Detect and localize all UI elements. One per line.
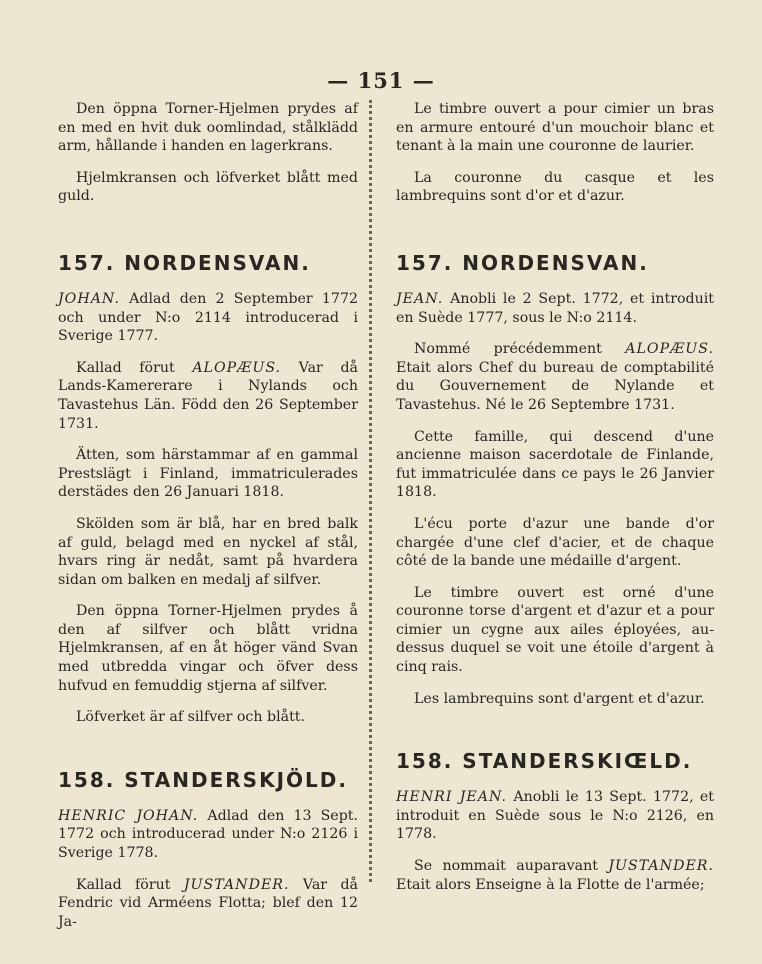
- left-157-paragraph-4: Skölden som är blå, har en bred balk af guld, belagd med en nyckel af stål, hvars ring är nedåt, samt på hvardera sidan om balken en medalj af silfver.: [58, 515, 358, 588]
- right-158-p2-text: Etait alors Enseigne à la Flotte de l'armée;: [396, 876, 705, 893]
- right-157-p2-prefix: Nommé précédemment: [414, 341, 626, 358]
- right-158-intro-text: Anobli le 13 Sept. 1772, et introduit en Suède sous le N:o 2126, en 1778.: [396, 789, 714, 843]
- left-157-former-name: ALOPÆUS.: [192, 359, 282, 376]
- swedish-column: [58, 100, 358, 931]
- left-heading-158: 158. STANDERSKJÖLD.: [58, 767, 348, 792]
- right-heading-157: 157. NORDENSVAN.: [396, 250, 649, 275]
- left-157-name: JOHAN.: [58, 290, 120, 307]
- right-157-intro-text: Anobli le 2 Sept. 1772, et introduit en Suède 1777, sous le N:o 2114.: [396, 290, 714, 326]
- right-top-paragraph-1: Le timbre ouvert a pour cimier un bras en armure entouré d'un mouchoir blanc et tenant à la main une couronne de laurier.: [396, 101, 714, 155]
- right-157-paragraph-4: L'écu porte d'azur une bande d'or chargée d'une clef d'acier, et de chaque côté de la bande une médaille d'argent.: [396, 515, 714, 570]
- left-157-paragraph-3: Ätten, som härstammar af en gammal Prestslägt i Finland, immatriculerades derstädes den 26 Januari 1818.: [58, 447, 358, 501]
- right-158-paragraph-2: [396, 857, 714, 894]
- right-157-p2-text: Etait alors Chef du bureau de comptabilité du Gouvernement de Nylande et Tavastehus. Né le 26 Septembre 1731.: [396, 359, 714, 413]
- left-158-former-name: JUSTANDER.: [183, 876, 290, 893]
- left-158-paragraph-2: [58, 876, 358, 932]
- left-158-intro-text: Adlad den 13 Sept. 1772 och introducerad under N:o 2126 i Sverige 1778.: [58, 807, 358, 862]
- left-158-intro: [58, 807, 358, 863]
- left-157-intro: [58, 290, 358, 346]
- left-top-paragraph-2: Hjelmkransen och löfverket blått med guld.: [58, 169, 358, 205]
- right-157-former-name: ALOPÆUS.: [625, 341, 714, 358]
- right-157-paragraph-5: Le timbre ouvert est orné d'une couronne torse d'argent et d'azur et a pour cimier un cygne aux ailes éployées, au-dessus duquel se voit une étoile d'argent à cinq rais.: [396, 584, 714, 676]
- left-157-p2-text: Var då Lands-Kamererare i Nylands och Tavastehus Län. Född den 26 September 1731.: [58, 359, 358, 432]
- left-158-p2-prefix: Kallad förut: [76, 876, 184, 893]
- left-158-p2-text: Var då Fendric vid Arméens Flotta; blef den 12 Ja-: [58, 876, 358, 930]
- left-157-paragraph-6: Löfverket är af silfver och blått.: [76, 709, 306, 726]
- right-158-name: HENRI JEAN.: [396, 789, 508, 806]
- left-157-paragraph-5: Den öppna Torner-Hjelmen prydes å den af silfver och blått vridna Hjelmkransen, af en åt höger vänd Svan med utbredda vingar och öfver dess hufvud en femuddig stjerna af silfver.: [58, 603, 358, 694]
- right-158-former-name: JUSTANDER.: [608, 858, 714, 875]
- left-heading-157: 157. NORDENSVAN.: [58, 250, 311, 275]
- column-divider: [369, 100, 372, 882]
- left-157-paragraph-2: [58, 359, 358, 433]
- right-top-paragraph-2: La couronne du casque et les lambrequins sont d'or et d'azur.: [396, 169, 714, 205]
- right-158-intro: [396, 788, 714, 844]
- french-column: [396, 100, 714, 894]
- left-157-p2-prefix: Kallad förut: [76, 359, 193, 376]
- page-number: — 151 —: [327, 68, 435, 93]
- right-157-name: JEAN.: [396, 290, 444, 307]
- right-157-intro: [396, 290, 714, 327]
- right-157-paragraph-3: Cette famille, qui descend d'une ancienne maison sacerdotale de Finlande, fut immatriculée dans ce pays le 26 Janvier 1818.: [396, 428, 714, 501]
- left-157-intro-text: Adlad den 2 September 1772 och under N:o 2114 introducerad i Sverige 1777.: [58, 290, 358, 345]
- right-158-p2-prefix: Se nommait auparavant: [414, 858, 609, 875]
- right-157-paragraph-6: Les lambrequins sont d'argent et d'azur.: [414, 690, 705, 707]
- right-heading-158: 158. STANDERSKIŒLD.: [396, 749, 693, 774]
- left-158-name: HENRIC JOHAN.: [58, 807, 199, 824]
- right-157-paragraph-2: [396, 340, 714, 414]
- left-top-paragraph-1: Den öppna Torner-Hjelmen prydes af en med en hvit duk oomlindad, stålklädd arm, hållande i handen en lagerkrans.: [58, 101, 358, 155]
